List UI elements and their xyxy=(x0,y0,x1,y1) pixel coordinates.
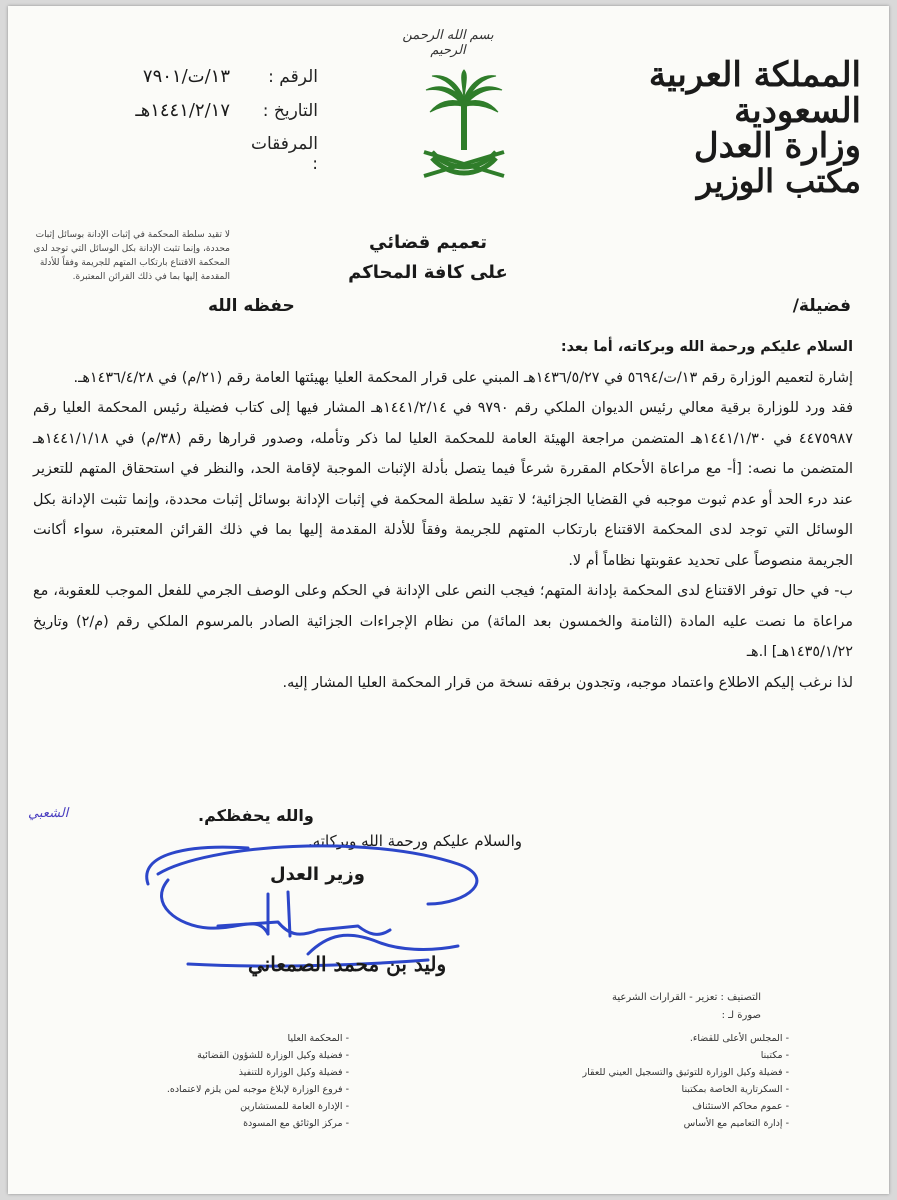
list-item: - فروع الوزارة لإبلاغ موجبه لمن يلزم لاعتماده. xyxy=(99,1081,349,1098)
attachments-row xyxy=(68,134,318,174)
circular-addressee: على كافة المحاكم xyxy=(348,262,508,283)
basmala: بسم الله الرحمن الرحيم xyxy=(402,28,494,58)
list-item: - مركز الوثائق مع المسودة xyxy=(99,1115,349,1132)
reference-number-row xyxy=(68,66,318,100)
minister-name: وليد بن محمد الصمعاني xyxy=(248,952,447,976)
attachments-label: المرفقات : xyxy=(250,134,318,174)
paragraph-reference: إشارة لتعميم الوزارة رقم ١٣/ت/٥٦٩٤ في ١٤٣٦/٥/٢٧هـ المبني على قرار المحكمة العليا بهيئتها العامة رقم (٢١/م) في ١٤٣٦/٤/٢٨هـ. xyxy=(73,369,853,386)
list-item: - مكتبنا xyxy=(519,1047,789,1064)
list-item: - عموم محاكم الاستئناف xyxy=(519,1098,789,1115)
date-label: التاريخ : xyxy=(262,101,318,121)
copies-label: صورة لـ : xyxy=(721,1010,761,1021)
list-item: - المحكمة العليا xyxy=(99,1030,349,1047)
paragraph-clause-b: ب- في حال توفر الاقتناع لدى المحكمة بإدانة المتهم؛ فيجب النص على الإدانة في الحكم وعلى الوصف الجرمي للفعل الموجب للعقوبة، مع مراعاة ما نصت عليه المادة (الثامنة والخمسون بعد المائة) من نظام الإجراءات الجزائية الصادر بالمرسوم الملكي رقم (م/٢) وتاريخ ١٤٣٥/١/٢٢هـ] ا.هـ xyxy=(33,583,853,660)
saudi-emblem-icon xyxy=(416,68,512,186)
list-item: - فضيلة وكيل الوزارة للتوثيق والتسجيل العيني للعقار xyxy=(519,1064,789,1081)
honorific: فضيلة/ xyxy=(792,296,851,316)
classification: التصنيف : تعزير - القرارات الشرعية xyxy=(611,992,761,1003)
date-value: ١٤٤١/٢/١٧هـ xyxy=(135,100,230,121)
letter-body xyxy=(33,332,853,698)
letterhead xyxy=(591,55,861,201)
ministry-name: وزارة العدل xyxy=(693,126,861,167)
list-item: - السكرتارية الخاصة بمكتبنا xyxy=(519,1081,789,1098)
circular-heading xyxy=(308,228,548,288)
paragraph-request: لذا نرغب إليكم الاطلاع واعتماد موجبه، وتجدون برفقه نسخة من قرار المحكمة العليا المشار إليه. xyxy=(282,674,853,691)
number-label: الرقم : xyxy=(268,67,318,87)
list-item: - المجلس الأعلى للقضاء. xyxy=(519,1030,789,1047)
copies-list-right xyxy=(519,1030,789,1132)
minister-title: وزير العدل xyxy=(270,864,365,885)
paragraph-decision: فقد ورد للوزارة برقية معالي رئيس الديوان الملكي رقم ٩٧٩٠ في ١٤٤١/٢/١٤هـ المشار فيها إلى كتاب فضيلة رئيس المحكمة العليا رقم ٤٤٧٥٩٨٧ في ١٤٤١/١/٣٠هـ المتضمن مراجعة الهيئة العامة للمحكمة العليا لما ذكر وتأمله، وصدور قرارها رقم (٣٨/م) في ١٤٤١/١/١٨هـ المتضمن ما نصه: [أ- مع مراعاة الأحكام المقررة شرعاً فيما يتصل بأدلة الإثبات الموجبة لإقامة الحد، والنظر في استحقاق المتهم للتعزير عند درء الحد أو عدم ثبوت موجبه في القضايا الجزائية؛ لا تقيد سلطة المحكمة في إثبات الإدانة بوسائل إثبات محددة، وإنما تثبت الإدانة بكل الوسائل التي توجد لدى المحكمة الاقتناع بارتكاب المتهم للجريمة وفقاً للأدلة المقدمة إليها بما في ذلك القرائن المعتبرة، سواء أكانت الجريمة منصوصاً على تحديد عقوبتها نظاماً أم لا. xyxy=(33,400,853,569)
office-name: مكتب الوزير xyxy=(696,162,861,201)
reference-date-row xyxy=(68,100,318,134)
closing-phrase: والله يحفظكم. xyxy=(198,806,314,825)
handwritten-initials: الشعبي xyxy=(28,806,69,821)
kingdom-name: المملكة العربية السعودية xyxy=(648,55,861,131)
reference-block xyxy=(68,66,318,174)
circular-title: تعميم قضائي xyxy=(369,232,487,253)
list-item: - فضيلة وكيل الوزارة للتنفيذ xyxy=(99,1064,349,1081)
document-page xyxy=(8,6,889,1194)
copies-list-left xyxy=(99,1030,349,1132)
list-item: - إدارة التعاميم مع الأساس xyxy=(519,1115,789,1132)
closing-greeting: والسلام عليكم ورحمة الله وبركاته. xyxy=(308,832,522,850)
list-item: - فضيلة وكيل الوزارة للشؤون القضائية xyxy=(99,1047,349,1064)
list-item: - الإدارة العامة للمستشارين xyxy=(99,1098,349,1115)
side-summary-note: لا تقيد سلطة المحكمة في إثبات الإدانة بوسائل إثبات محددة، وإنما تثبت الإدانة بكل الوسائل التي توجد لدى المحكمة الاقتناع بارتكاب المتهم للجريمة وفقاً للأدلة المقدمة إليها بما في ذلك القرائن المعتبرة. xyxy=(33,230,230,282)
number-value: ١٣/ت/٧٩٠١ xyxy=(142,66,230,87)
greeting: السلام عليكم ورحمة الله وبركاته، أما بعد: xyxy=(560,339,853,355)
blessing: حفظه الله xyxy=(208,296,295,316)
